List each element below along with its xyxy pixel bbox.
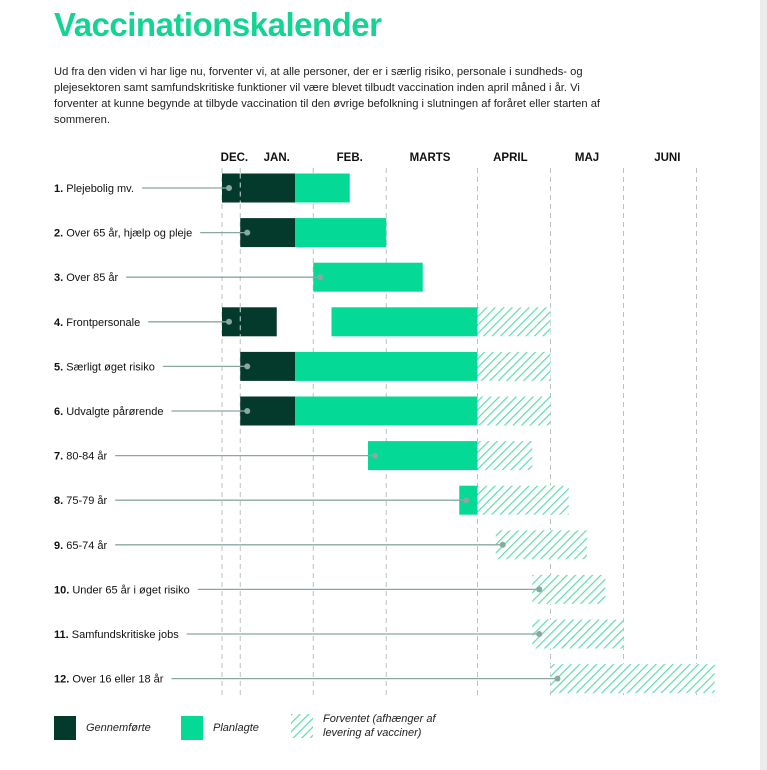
page-title: Vaccinationskalender	[54, 6, 382, 43]
row-label-7: 7. 80-84 år	[54, 450, 108, 463]
bar-expected-4	[478, 307, 551, 336]
row-label-6: 6. Udvalgte pårørende	[54, 406, 164, 418]
legend-done-label: Gennemførte	[86, 722, 151, 734]
row-label-10: 10. Under 65 år i øget risiko	[54, 584, 190, 597]
row-label-12: 12. Over 16 eller 18 år	[54, 673, 164, 686]
month-label-3: MARTS	[409, 152, 451, 164]
leader-dot-11	[536, 631, 542, 637]
row-label-5: 5. Særligt øget risiko	[54, 361, 155, 374]
row-label-2: 2. Over 65 år, hjælp og pleje	[54, 227, 193, 240]
bar-expected-7	[478, 441, 533, 470]
leader-dot-1	[226, 185, 232, 191]
leader-dot-8	[463, 497, 469, 503]
legend-expected	[291, 712, 453, 740]
month-label-1: JAN.	[263, 152, 290, 164]
leader-dot-4	[226, 319, 232, 325]
bar-expected-12	[551, 664, 715, 693]
legend-planned-swatch	[181, 716, 203, 740]
legend-planned-label: Planlagte	[213, 722, 259, 734]
bar-expected-5	[478, 352, 551, 381]
intro-paragraph: Ud fra den viden vi har lige nu, forventer vi, at alle personer, der er i særlig risiko, personale i sundheds- og plejesektoren samt samfundskritiske funktioner vil være blevet tilbudt vaccination inden april måned i år. Vi forventer at kunne begynde at tilbyde vaccination til den øvrige befolkning i slutningen af foråret eller starten af sommeren.	[54, 66, 601, 126]
legend-done-swatch	[54, 716, 76, 740]
month-label-6: JUNI	[654, 152, 681, 164]
leader-dot-5	[244, 363, 250, 369]
bar-planned-5	[295, 352, 478, 381]
row-label-9: 9. 65-74 år	[54, 539, 108, 552]
leader-dot-7	[372, 453, 378, 459]
bar-planned-3	[313, 263, 423, 292]
bar-expected-9	[496, 530, 587, 559]
row-label-1: 1. Plejebolig mv.	[54, 183, 134, 195]
row-label-11: 11. Samfundskritiske jobs	[54, 629, 179, 641]
legend-done	[54, 716, 151, 740]
leader-dot-9	[500, 542, 506, 548]
bar-planned-4	[332, 307, 478, 336]
legend-expected-label: Forventet (afhænger af levering af vacciner)	[323, 713, 436, 739]
bar-expected-11	[532, 620, 623, 649]
row-label-8: 8. 75-79 år	[54, 495, 108, 508]
leader-dot-2	[244, 230, 250, 236]
bar-planned-6	[295, 397, 478, 426]
leader-dot-12	[555, 676, 561, 682]
month-label-0: DEC.	[220, 152, 249, 164]
bar-expected-8	[478, 486, 569, 515]
legend-expected-swatch	[291, 714, 313, 738]
bar-expected-6	[478, 397, 551, 426]
leader-dot-10	[536, 586, 542, 592]
leader-dot-6	[244, 408, 250, 414]
row-label-4: 4. Frontpersonale	[54, 316, 141, 329]
vaccination-gantt-chart	[0, 140, 767, 700]
month-label-5: MAJ	[574, 152, 600, 164]
row-label-3: 3. Over 85 år	[54, 272, 119, 285]
bar-done-1	[222, 174, 295, 203]
legend-planned	[181, 716, 259, 740]
bar-planned-2	[295, 218, 386, 247]
month-label-4: APRIL	[493, 152, 528, 164]
month-label-2: FEB.	[336, 152, 363, 164]
bar-planned-1	[295, 174, 350, 203]
bar-planned-7	[368, 441, 478, 470]
leader-dot-3	[317, 274, 323, 280]
bar-expected-10	[532, 575, 605, 604]
